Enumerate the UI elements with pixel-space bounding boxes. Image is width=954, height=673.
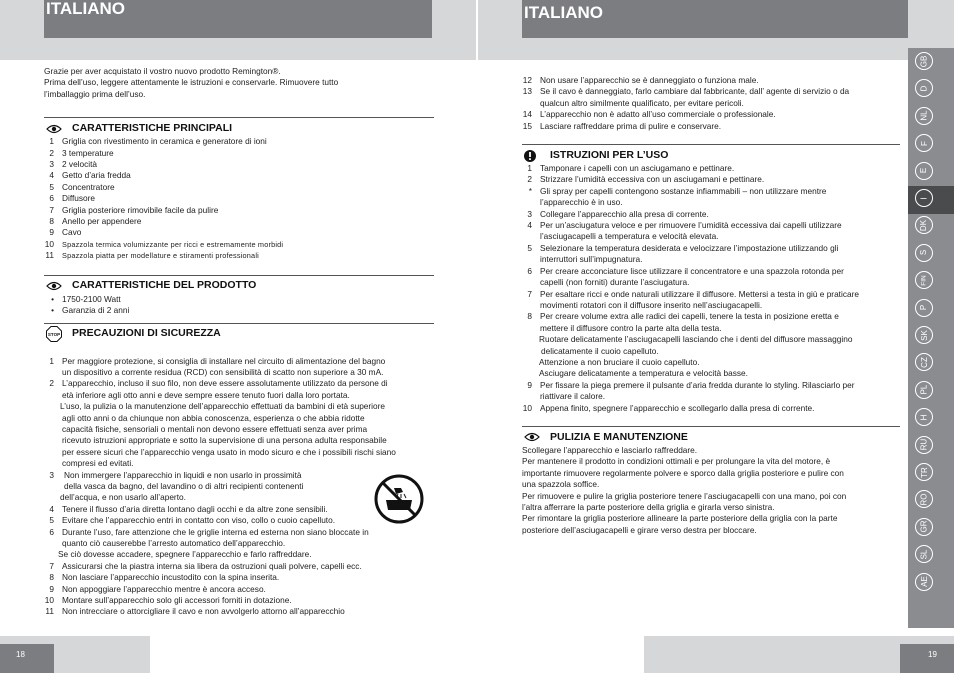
maintenance-heading: PULIZIA E MANUTENZIONE (522, 426, 900, 444)
safety-heading: STOP PRECAUZIONI DI SICUREZZA (44, 323, 434, 341)
list-item: 5 Selezionare la temperatura desiderata e velocizzare l’impostazione utilizzando gli interruttori sull’impugnatura. (527, 242, 839, 265)
list-item-continuation: L’uso, la pulizia o la manutenzione dell’apparecchio effettuati da bambini di età superiore agli otto anni o da chiunque non abbia conoscenza, esperienza o che abbia ridotte capacità fisiche, sensoriali o mentali non devono essere effettuati senza aver prima ricevuto istruzioni appropriate e sotto la supervisione di una persona adulta responsabile per essere sicuri che l’apparecchio venga usato in modo sicuro e che i possibili rischi siano compresi ed evitati. (60, 401, 396, 469)
language-tab-ru[interactable]: RU (915, 436, 933, 454)
list-item: 11 Spazzola piatta per modellature e stiramenti professionali (45, 250, 259, 261)
list-item: 8 Non lasciare l’apparecchio incustodito con la spina inserita. (49, 572, 280, 583)
list-item: 3 2 velocità (49, 159, 98, 170)
product-list (44, 294, 434, 317)
list-item: 4 Per un’asciugatura veloce e per rimuovere l’umidità eccessiva dai capelli utilizzare l’asciugacapelli a temperatura e velocità elevata. (527, 220, 842, 242)
features-heading: CARATTERISTICHE PRINCIPALI (44, 117, 434, 135)
language-tab-gb[interactable]: GB (915, 52, 933, 70)
instructions-heading: ISTRUZIONI PER L’USO (522, 144, 900, 162)
language-tab-h[interactable]: H (915, 408, 933, 426)
list-item: • Garanzia di 2 anni (51, 305, 130, 316)
svg-text:STOP: STOP (47, 332, 61, 337)
language-tab-gr[interactable]: GR (915, 518, 933, 536)
list-item-continuation: Ruotare delicatamente l’asciugacapelli lasciando che i denti del diffusore massaggino delicatamente il cuoio capelluto. Attenzione a non bruciare il cuoio capelluto. Asciugare delicatamente a temperatura e velocità basse. (539, 334, 853, 379)
language-tab-e[interactable]: E (915, 162, 933, 180)
left-column (44, 66, 434, 618)
right-column (522, 75, 900, 536)
language-tab-p[interactable]: P (915, 299, 933, 317)
list-item: 7 Assicurarsi che la piastra interna sia libera da ostruzioni quali polvere, capelli ecc. (49, 560, 362, 571)
stop-icon (46, 326, 68, 342)
eye-icon (46, 281, 68, 291)
language-tab-sk[interactable]: SK (915, 326, 933, 344)
product-heading: CARATTERISTICHE DEL PRODOTTO (44, 275, 434, 293)
features-list (44, 136, 434, 239)
no-water-warning-icon (374, 474, 424, 524)
list-item: 2 L’apparecchio, incluso il suo filo, non deve essere assolutamente utilizzato da persone di età inferiore agli otto anni e deve sempre essere tenuto fuori dalla loro portata. (49, 378, 388, 400)
language-tab-fin[interactable]: FIN (915, 271, 933, 289)
list-item: 4 Tenere il flusso d’aria diretta lontano dagli occhi e da altre zone sensibili. (49, 503, 328, 514)
intro-line: l’imballaggio prima dell’uso. (44, 88, 146, 99)
list-item: 3 Non immergere l’apparecchio in liquidi e non usarlo in prossimità della vasca da bagno, del lavandino o di altri recipienti contenenti dell’acqua, e non usarlo all’aperto. (49, 469, 304, 503)
list-item: 9 Non appoggiare l’apparecchio mentre è ancora acceso. (49, 583, 266, 594)
language-tab-ae[interactable]: AE (915, 573, 933, 591)
list-item: 1 Tamponare i capelli con un asciugamano e pettinare. (527, 163, 735, 174)
page-number-right: 19 (900, 644, 954, 673)
instructions-list (522, 163, 900, 414)
features-list-small (44, 239, 434, 262)
language-tab-d[interactable]: D (915, 79, 933, 97)
list-item: 7 Per esaltare ricci e onde naturali utilizzare il diffusore. Mettersi a testa in giù e praticare movimenti rotatori con il diffusore inserito nell’asciugacapelli. (527, 288, 859, 310)
list-item: 8 Anello per appendere (49, 216, 142, 227)
list-item: 6 Durante l’uso, fare attenzione che le griglie interna ed esterna non siano bloccate in quanto ciò causerebbe l’arresto automatico dell’apparecchio. (49, 526, 369, 548)
list-item: 11 Non intrecciare o attorcigliare il cavo e non avvolgerlo attorno all’apparecchio (45, 606, 345, 617)
left-page-title: ITALIANO (44, 0, 432, 38)
list-item: 5 Concentratore (49, 181, 115, 192)
safety-list-continued (522, 75, 900, 132)
list-item: 9 Per fissare la piega premere il pulsante d’aria fredda durante lo styling. Rilasciarlo per riattivare il calore. (527, 379, 855, 402)
list-item: 15 Lasciare raffreddare prima di pulire e conservare. (522, 120, 722, 131)
list-item: 13 Se il cavo è danneggiato, farlo cambiare dal fabbricante, dall’ agente di servizio o da qualcun altro similmente qualificato, per evitare pericoli. (522, 86, 850, 108)
list-item: 5 Evitare che l’apparecchio entri in contatto con viso, collo o cuoio capelluto. (49, 515, 336, 526)
list-item: 1 Griglia con rivestimento in ceramica e generatore di ioni (49, 136, 267, 147)
list-item: 10 Montare sull’apparecchio solo gli accessori forniti in dotazione. (44, 595, 292, 606)
list-item-continuation: Se ciò dovesse accadere, spegnere l’apparecchio e farlo raffreddare. (58, 549, 312, 560)
exclamation-icon (524, 150, 546, 162)
eye-icon (524, 432, 546, 442)
right-page-title: ITALIANO (522, 0, 908, 38)
list-item: 6 Per creare acconciature lisce utilizzare il concentratore e una spazzola rotonda per capelli (non forniti) durante l’asciugatura. (527, 265, 844, 288)
list-item: 1 Per maggiore protezione, si consiglia di installare nel circuito di alimentazione del bagno un dispositivo a corrente residua (RCD) con sensibilità di scatto non superiore a 30 mA. (49, 355, 386, 377)
language-tab-sl[interactable]: SL (915, 545, 933, 563)
list-item: • 1750-2100 Watt (51, 293, 121, 304)
list-item: 4 Getto d’aria fredda (49, 170, 131, 181)
language-tab-nl[interactable]: NL (915, 107, 933, 125)
list-item: 12 Non usare l’apparecchio se è danneggiato o funziona male. (522, 75, 759, 85)
list-item: 7 Griglia posteriore rimovibile facile da pulire (49, 204, 219, 215)
intro-line: Prima dell’uso, leggere attentamente le istruzioni e conservarle. Rimuovere tutto (44, 77, 339, 88)
language-tab-f[interactable]: F (915, 134, 933, 152)
language-tab-s[interactable]: S (915, 244, 933, 262)
list-item: 8 Per creare volume extra alle radici dei capelli, tenere la testa in posizione eretta e mettere il diffusore contro la parte alta della testa. (527, 311, 839, 333)
intro-line: Grazie per aver acquistato il vostro nuovo prodotto Remington®. (44, 66, 281, 76)
list-item: 6 Diffusore (49, 193, 96, 204)
language-tab-i[interactable]: I (915, 189, 933, 207)
eye-icon (46, 124, 68, 134)
language-tab-tr[interactable]: TR (915, 463, 933, 481)
list-item: 10 Spazzola termica volumizzante per ricci e estremamente morbidi (44, 238, 284, 249)
list-item: * Gli spray per capelli contengono sostanze infiammabili – non utilizzare mentre l’apparecchio è in uso. (528, 185, 827, 208)
language-tab-dk[interactable]: DK (915, 216, 933, 234)
list-item: 14 L’apparecchio non è adatto all’uso commerciale o professionale. (522, 109, 776, 120)
intro-text (44, 66, 434, 100)
list-item: 3 Collegare l’apparecchio alla presa di corrente. (527, 208, 709, 219)
list-item: 2 Strizzare l’umidità eccessiva con un asciugamani e pettinare. (527, 174, 765, 185)
language-tab-cz[interactable]: CZ (915, 353, 933, 371)
list-item: 9 Cavo (49, 227, 82, 238)
page-number-left: 18 (0, 644, 54, 673)
language-tab-ro[interactable]: RO (915, 490, 933, 508)
maintenance-text: Scollegare l’apparecchio e lasciarlo raffreddare. Per mantenere il prodotto in condizioni ottimali e per prolungare la vita del motore, è importante rimuovere regolarmente polvere e sporco dalla griglia posteriore e pulire con una spazzola soffice. Per rimuovere e pulire la griglia posteriore tenere l’asciugacapelli con una mano, poi con l’altra afferrare la parte posteriore della griglia e girarla verso sinistra. Per rimontare la griglia posteriore allineare la parte posteriore della griglia con la parte posteriore dell’asciugacapelli e girare verso destra per bloccare. (522, 444, 847, 535)
language-tab-pl[interactable]: PL (915, 381, 933, 399)
list-item: 2 3 temperature (49, 147, 114, 158)
list-item: 10 Appena finito, spegnere l’apparecchio e scollegarlo dalla presa di corrente. (522, 402, 815, 413)
